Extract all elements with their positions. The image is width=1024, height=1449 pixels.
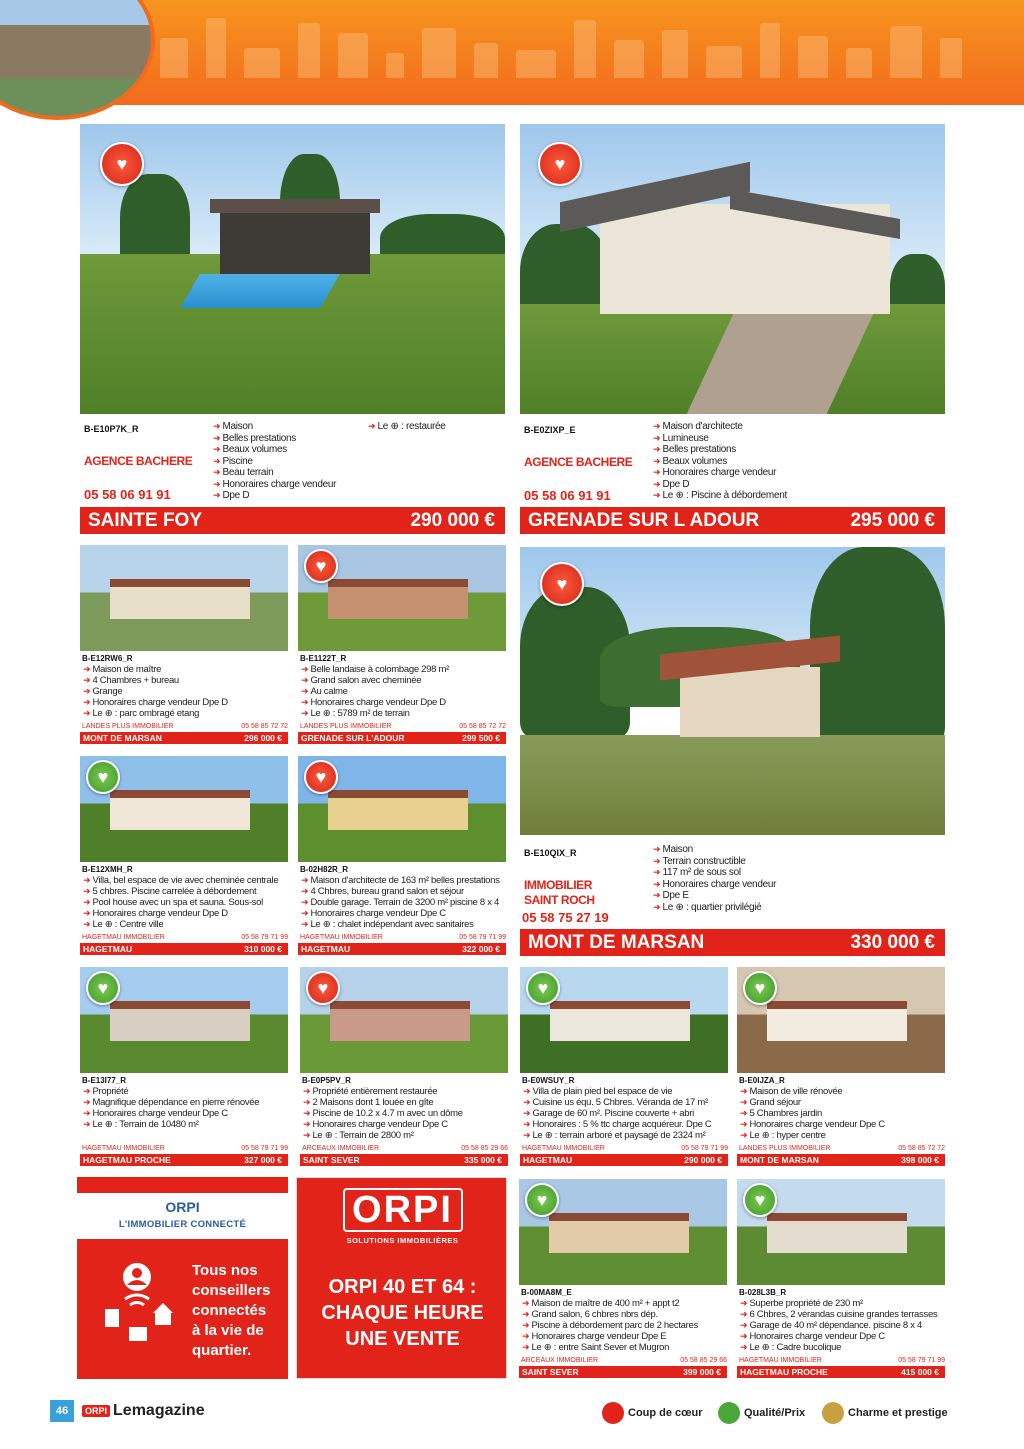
agency-phone[interactable]: 05 58 79 71 99 [241,1145,288,1152]
feature-item: ➜ Honoraires charge vendeur Dpe D [83,697,289,708]
legend-coup-de-coeur: Coup de cœur [602,1402,703,1424]
feature-item: ➜ Maison d'architecte de 163 m² belles prestations [301,875,507,886]
city-label: GRENADE SUR L ADOUR [528,509,760,531]
feature-item: ➜ Belle landaise à colombage 298 m² [301,664,507,675]
agency-name: HAGETMAU IMMOBILIER [82,934,165,941]
connected-ad-text: Tous nos conseillers connectés à la vie de quartier. [192,1262,271,1359]
orpi-ad[interactable] [296,1177,507,1379]
connected-ad[interactable] [77,1177,288,1379]
city-price-bar[interactable] [298,732,506,744]
agency-line [82,1145,288,1152]
city-label: HAGETMAU [301,944,351,954]
feature-list [83,875,289,930]
small-listing-card[interactable] [737,1179,945,1379]
feature-item: ➜ Le ⊕ : parc ombragé etang [83,708,289,719]
page-footer [0,1398,1024,1428]
feature-list: ➜ Maison ➜ Belles prestations ➜ Beaux volumes ➜ Piscine ➜ Beau terrain ➜ Honoraires charge vendeur ➜ Dpe D [213,421,336,502]
feature-item: ➜ Cuisine us équ. 5 Chbres. Véranda de 17 m² [523,1097,729,1108]
agency-name: HAGETMAU IMMOBILIER [522,1145,605,1152]
city-price-bar[interactable] [80,732,288,744]
agency-name: ARCEAUX IMMOBILIER [302,1145,380,1152]
agency-phone[interactable]: 05 58 79 71 99 [898,1357,945,1364]
feature-item: ➜ Le ⊕ : Terrain de 2800 m² [303,1130,509,1141]
listing-photo[interactable] [80,545,288,651]
price-label: 296 000 € [244,733,282,743]
heart-icon [822,1402,844,1424]
agency-line [300,723,506,730]
small-listing-card[interactable] [737,967,945,1167]
price-label: 290 000 € [410,509,495,531]
feature-item: ➜ Piscine à débordement parc de 2 hectares [522,1320,728,1331]
agency-line [82,934,288,941]
ad-subtitle: L'IMMOBILIER CONNECTÉ [118,1219,247,1230]
legend-charme-prestige: Charme et prestige [822,1402,948,1424]
coup-de-coeur-icon: ♥ [538,142,582,186]
city-price-bar[interactable] [737,1154,945,1166]
agency-name: HAGETMAU IMMOBILIER [739,1357,822,1364]
listing-reference: B-E13I77_R [82,1076,127,1085]
listing-reference: B-E12XMH_R [82,865,133,874]
city-price-bar[interactable] [80,943,288,955]
price-label: 295 000 € [850,509,935,531]
listing-reference: B-E10QIX_R [524,848,577,858]
connected-icons [99,1263,183,1343]
city-label: HAGETMAU PROCHE [83,1155,171,1165]
price-label: 398 000 € [901,1155,939,1165]
feature-item: ➜ Le ⊕ : Cadre bucolique [740,1342,946,1353]
agency-line [302,1145,508,1152]
agency-phone[interactable]: 05 58 85 29 66 [680,1357,727,1364]
city-price-bar[interactable] [737,1366,945,1378]
feature-item: ➜ Le ⊕ : hyper centre [740,1130,946,1141]
feature-item: ➜ Grand salon avec cheminée [301,675,507,686]
listing-photo[interactable] [80,124,505,414]
agency-phone[interactable]: 05 58 85 72 72 [241,723,288,730]
price-label: 327 000 € [244,1155,282,1165]
feature-list [523,1086,729,1141]
listing-reference: B-00MA8M_E [521,1288,572,1297]
agency-phone[interactable]: 05 58 79 71 99 [459,934,506,941]
qualite-prix-icon: ♥ [743,1183,777,1217]
city-label: HAGETMAU PROCHE [740,1367,828,1377]
feature-list [301,664,507,719]
feature-item: ➜ Maison de ville rénovée [740,1086,946,1097]
listing-reference: B-E12RW6_R [82,654,133,663]
feature-item: ➜ Honoraires charge vendeur Dpe D [83,908,289,919]
city-label: HAGETMAU [523,1155,573,1165]
small-listing-card[interactable] [300,967,508,1167]
city-label: MONT DE MARSAN [83,733,162,743]
listing-photo[interactable] [520,124,945,414]
listing-reference: B-E1122T_R [300,654,347,663]
feature-item: ➜ Le ⊕ : terrain arboré et paysagé de 2324 m² [523,1130,729,1141]
skyline-decoration [160,8,1020,78]
city-price-bar[interactable] [520,507,945,534]
agency-phone[interactable]: 05 58 79 71 99 [241,934,288,941]
agency-name-line1: IMMOBILIER [524,878,592,892]
feature-item: ➜ 2 Maisons dont 1 louée en gîte [303,1097,509,1108]
small-listing-card[interactable] [80,545,288,745]
small-listing-card[interactable] [519,1179,727,1379]
feature-item: ➜ Honoraires charge vendeur Dpe C [740,1331,946,1342]
price-label: 415 000 € [901,1367,939,1377]
listing-reference: B-02H82R_R [300,865,349,874]
agency-name: HAGETMAU IMMOBILIER [82,1145,165,1152]
connected-ad-tag [77,1193,288,1239]
agency-line [739,1357,945,1364]
listing-photo[interactable] [520,547,945,835]
coup-de-coeur-icon: ♥ [306,971,340,1005]
agency-name: LANDES PLUS IMMOBILIER [300,723,392,730]
city-price-bar[interactable] [520,1154,728,1166]
agency-name: AGENCE BACHERE [524,455,633,469]
feature-item: ➜ Garage de 40 m² dépendance. piscine 8 x 4 [740,1320,946,1331]
feature-item: ➜ Magnifique dépendance en pierre rénovée [83,1097,289,1108]
feature-item: ➜ 4 Chbres, bureau grand salon et séjour [301,886,507,897]
heart-icon [718,1402,740,1424]
feature-item: ➜ Pool house avec un spa et sauna. Sous-sol [83,897,289,908]
feature-item: ➜ Villa, bel espace de vie avec cheminée centrale [83,875,289,886]
feature-list [522,1298,728,1353]
agency-line [300,934,506,941]
feature-item: ➜ Le ⊕ : Terrain de 10480 m² [83,1119,289,1130]
feature-item: ➜ Au calme [301,686,507,697]
feature-item: ➜ Le ⊕ : Centre ville [83,919,289,930]
small-listing-card[interactable] [520,967,728,1167]
listing-reference: B-E10P7K_R [84,424,139,434]
city-label: HAGETMAU [83,944,133,954]
feature-item: ➜ 5 Chambres jardin [740,1108,946,1119]
qualite-prix-icon: ♥ [743,971,777,1005]
agency-phone[interactable]: 05 58 85 29 66 [461,1145,508,1152]
feature-item: ➜ Grand salon, 6 chbres nbrs dép. [522,1309,728,1320]
listing-reference: B-E0WSUY_R [522,1076,575,1085]
agency-name: AGENCE BACHERE [84,454,193,468]
heart-icon [602,1402,624,1424]
feature-item: ➜ Maison de maître [83,664,289,675]
feature-item: ➜ Garage de 60 m². Piscine couverte + abri [523,1108,729,1119]
qualite-prix-icon: ♥ [525,1183,559,1217]
listing-reference: B-E0P5PV_R [302,1076,351,1085]
city-price-bar[interactable] [80,1154,288,1166]
feature-item: ➜ 5 chbres. Piscine carrelée à débordement [83,886,289,897]
feature-list [740,1298,946,1353]
agency-line [521,1357,727,1364]
city-price-bar[interactable] [519,1366,727,1378]
price-label: 330 000 € [850,931,935,953]
agency-line [82,723,288,730]
agency-line [522,1145,728,1152]
city-price-bar[interactable] [520,929,945,956]
agency-name: LANDES PLUS IMMOBILIER [739,1145,831,1152]
coup-de-coeur-icon: ♥ [540,562,584,606]
price-label: 310 000 € [244,944,282,954]
feature-item: ➜ Superbe propriété de 230 m² [740,1298,946,1309]
agency-phone[interactable]: 05 58 79 71 99 [681,1145,728,1152]
city-label: SAINT SEVER [522,1367,579,1377]
coup-de-coeur-icon: ♥ [100,142,144,186]
price-label: 322 000 € [462,944,500,954]
city-price-bar[interactable] [298,943,506,955]
small-listing-card[interactable] [298,545,506,745]
ad-title: ORPI [165,1199,200,1215]
feature-item: ➜ Le ⊕ : chalet indépendant avec sanitaires [301,919,507,930]
feature-item: ➜ Honoraires charge vendeur Dpe C [303,1119,509,1130]
city-price-bar[interactable] [80,507,505,534]
agency-name: LANDES PLUS IMMOBILIER [82,723,174,730]
feature-list: ➜ Maison d'architecte ➜ Lumineuse ➜ Belles prestations ➜ Beaux volumes ➜ Honoraires charge vendeur ➜ Dpe D ➜ Le ⊕ : Piscine à débordement [653,421,787,502]
coup-de-coeur-icon: ♥ [304,549,338,583]
agency-line [739,1145,945,1152]
agency-name: ARCEAUX IMMOBILIER [521,1357,599,1364]
price-label: 335 000 € [464,1155,502,1165]
feature-item: ➜ 4 Chambres + bureau [83,675,289,686]
feature-item: ➜ Grange [83,686,289,697]
feature-list [303,1086,509,1141]
coup-de-coeur-icon: ♥ [304,760,338,794]
feature-item: ➜ 6 Chbres, 2 vérandas cuisine grandes terrasses [740,1309,946,1320]
qualite-prix-icon: ♥ [86,971,120,1005]
city-label: MONT DE MARSAN [740,1155,819,1165]
listing-reference: B-E0IJZA_R [739,1076,785,1085]
feature-item: ➜ Grand séjour [740,1097,946,1108]
small-listing-card[interactable] [298,756,506,956]
agency-name-line2: SAINT ROCH [524,893,595,907]
orpi-logo: ORPI SOLUTIONS IMMOBILIÈRES [297,1178,507,1256]
feature-list [83,1086,289,1130]
plus-feature: ➜ Le ⊕ : restaurée [368,421,446,433]
agency-phone[interactable]: 05 58 06 91 91 [524,488,611,503]
feature-item: ➜ Villa de plain pied bel espace de vie [523,1086,729,1097]
feature-item: ➜ Honoraires charge vendeur Dpe E [522,1331,728,1342]
feature-list: ➜ Maison ➜ Terrain constructible ➜ 117 m² de sous sol ➜ Honoraires charge vendeur ➜ Dpe E ➜ Le ⊕ : quartier privilégié [653,844,776,913]
brand-name: Lemagazine [113,1402,205,1419]
listing-reference: B-028L3B_R [739,1288,787,1297]
orpi-ad-slogan: ORPI 40 ET 64 : CHAQUE HEURE UNE VENTE [297,1256,507,1379]
feature-item: ➜ Le ⊕ : entre Saint Sever et Mugron [522,1342,728,1353]
city-label: SAINT SEVER [303,1155,360,1165]
agency-phone[interactable]: 05 58 85 72 72 [459,723,506,730]
feature-item: ➜ Piscine de 10.2 x 4.7 m avec un dôme [303,1108,509,1119]
feature-item: ➜ Honoraires charge vendeur Dpe C [740,1119,946,1130]
small-listing-card[interactable] [80,967,288,1167]
price-label: 399 000 € [683,1367,721,1377]
feature-item: ➜ Honoraires charge vendeur Dpe C [301,908,507,919]
qualite-prix-icon: ♥ [526,971,560,1005]
feature-list [740,1086,946,1141]
qualite-prix-icon: ♥ [86,760,120,794]
small-listing-card[interactable] [80,756,288,956]
agency-phone[interactable]: 05 58 75 27 19 [522,910,609,925]
city-label: SAINTE FOY [88,509,203,531]
magazine-brand [82,1402,205,1420]
feature-item: ➜ Honoraires charge vendeur Dpe C [83,1108,289,1119]
feature-item: ➜ Propriété [83,1086,289,1097]
price-label: 299 500 € [462,733,500,743]
feature-item: ➜ Le ⊕ : 5789 m² de terrain [301,708,507,719]
agency-phone[interactable]: 05 58 85 72 72 [898,1145,945,1152]
feature-item: ➜ Maison de maître de 400 m² + appt t2 [522,1298,728,1309]
brand-logo: ORPI [82,1405,110,1417]
feature-list [301,875,507,930]
listing-reference: B-E0ZIXP_E [524,425,576,435]
feature-list [83,664,289,719]
feature-item: ➜ Honoraires : 5 % ttc charge acquéreur. Dpe C [523,1119,729,1130]
city-price-bar[interactable] [300,1154,508,1166]
feature-item: ➜ Propriété entièrement restaurée [303,1086,509,1097]
city-label: GRENADE SUR L'ADOUR [301,733,405,743]
city-label: MONT DE MARSAN [528,931,705,953]
agency-name: HAGETMAU IMMOBILIER [300,934,383,941]
feature-item: ➜ Double garage. Terrain de 3200 m² piscine 8 x 4 [301,897,507,908]
page-number: 46 [50,1400,74,1422]
feature-item: ➜ Honoraires charge vendeur Dpe D [301,697,507,708]
legend-qualite-prix: Qualité/Prix [718,1402,805,1424]
agency-phone[interactable]: 05 58 06 91 91 [84,487,171,502]
price-label: 290 000 € [684,1155,722,1165]
